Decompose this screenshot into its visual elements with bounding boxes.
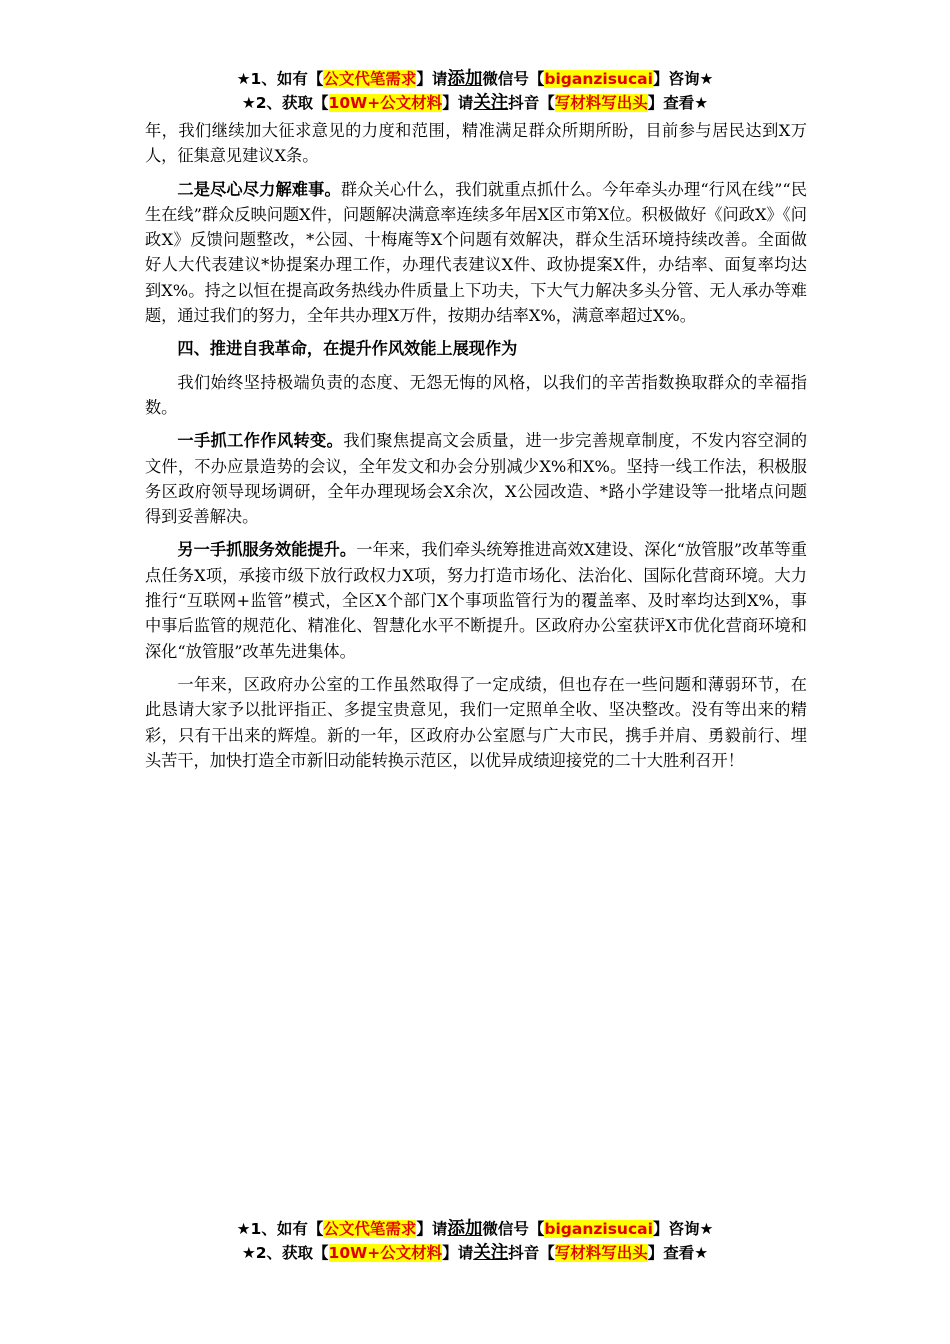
banner-text: 】请: [442, 94, 474, 112]
paragraph-work-style: [145, 428, 807, 529]
banner-text: 微信号【: [482, 1220, 545, 1238]
banner-text: 微信号【: [482, 70, 545, 88]
banner-text: ★2、获取【: [241, 1244, 329, 1262]
banner-highlight: 写材料写出头: [554, 94, 648, 112]
banner-text: ★2、获取【: [241, 94, 329, 112]
paragraph-conclusion: 一年来，区政府办公室的工作虽然取得了一定成绩，但也存在一些问题和薄弱环节，在此恳请大家予以批评指正、多提宝贵意见，我们一定照单全收、坚决整改。没有等出来的精彩，只有干出来的辉煌。新的一年，区政府办公室愿与广大市民，携手并肩、勇毅前行、埋头苦干，加快打造全市新旧动能转换示范区，以优异成绩迎接党的二十大胜利召开！: [145, 674, 807, 770]
banner-text: ★1、如有【: [236, 1220, 324, 1238]
paragraph-body: 群众关心什么，我们就重点抓什么。今年牵头办理“行风在线”“民生在线”群众反映问题X件，问题解决满意率连续多年居X区市第X位。积极做好《问政X》《问政X》反馈问题整改，*公园、十梅庵等X个问题有效解决，群众生活环境持续改善。全面做好人大代表建议*协提案办理工作，办理代表建议X件、政协提案X件，办结率、面复率均达到X%。持之以恒在提高政务热线办件质量上下功夫，下大气力解决多头分管、无人承办等难题，通过我们的努力，全年共办理X万件，按期办结率X%，满意率超过X%。: [145, 179, 808, 326]
banner-line-1: [0, 1217, 950, 1241]
banner-emphasis: 添加: [447, 69, 483, 89]
header-banner: [0, 67, 950, 115]
banner-text: 】请: [416, 1220, 448, 1238]
banner-highlight: biganzisucai: [544, 1220, 653, 1238]
paragraph-service-efficiency: [145, 537, 807, 663]
banner-text: ★1、如有【: [236, 70, 324, 88]
banner-text: 抖音【: [508, 1244, 555, 1262]
paragraph-body: 一年来，我们牵头统筹推进高效X建设、深化“放管服”改革等重点任务X项，承接市级下放行政权力X项，努力打造市场化、法治化、国际化营商环境。大力推行“互联网+监管”模式，全区X个部门X个事项监管行为的覆盖率、及时率均达到X%，事中事后监管的规范化、精准化、智慧化水平不断提升。区政府办公室获评X市优化营商环境和深化“放管服”改革先进集体。: [145, 540, 807, 661]
banner-text: 抖音【: [508, 94, 555, 112]
paragraph-body: 我们聚焦提高文会质量，进一步完善规章制度，不发内容空洞的文件，不办应景造势的会议，全年发文和办会分别减少X%和X%。坚持一线工作法，积极服务区政府领导现场调研，全年办理现场会X余次，X公园改造、*路小学建设等一批堵点问题得到妥善解决。: [145, 431, 808, 527]
banner-line-2: [0, 91, 950, 115]
paragraph-solve-problems: [145, 177, 807, 329]
paragraph-lead: 另一手抓服务效能提升。: [177, 540, 357, 560]
banner-text: 】查看★: [647, 94, 709, 112]
paragraph-lead: 一手抓工作作风转变。: [177, 431, 344, 451]
banner-text: 】请: [416, 70, 448, 88]
banner-highlight: 写材料写出头: [554, 1244, 648, 1262]
banner-highlight: 10W+公文材料: [328, 1244, 443, 1262]
section-heading: 四、推进自我革命，在提升作风效能上展现作为: [177, 339, 518, 359]
document-body: [145, 118, 807, 781]
banner-highlight: 10W+公文材料: [328, 94, 443, 112]
banner-highlight: biganzisucai: [544, 70, 653, 88]
banner-highlight: 公文代笔需求: [323, 70, 417, 88]
banner-text: 】咨询★: [652, 1220, 714, 1238]
footer-banner: [0, 1217, 950, 1265]
banner-text: 】查看★: [647, 1244, 709, 1262]
banner-highlight: 公文代笔需求: [323, 1220, 417, 1238]
banner-line-1: [0, 67, 950, 91]
banner-line-2: [0, 1241, 950, 1265]
banner-emphasis: 关注: [473, 93, 509, 113]
paragraph-lead: 二是尽心尽力解难事。: [177, 179, 341, 199]
banner-text: 】咨询★: [652, 70, 714, 88]
banner-text: 】请: [442, 1244, 474, 1262]
banner-emphasis: 关注: [473, 1243, 509, 1263]
paragraph-continued: 年，我们继续加大征求意见的力度和范围，精准满足群众所期所盼，目前参与居民达到X万人，征集意见建议X条。: [145, 121, 807, 166]
paragraph-intro: 我们始终坚持极端负责的态度、无怨无悔的风格，以我们的辛苦指数换取群众的幸福指数。: [145, 372, 807, 417]
banner-emphasis: 添加: [447, 1219, 483, 1239]
